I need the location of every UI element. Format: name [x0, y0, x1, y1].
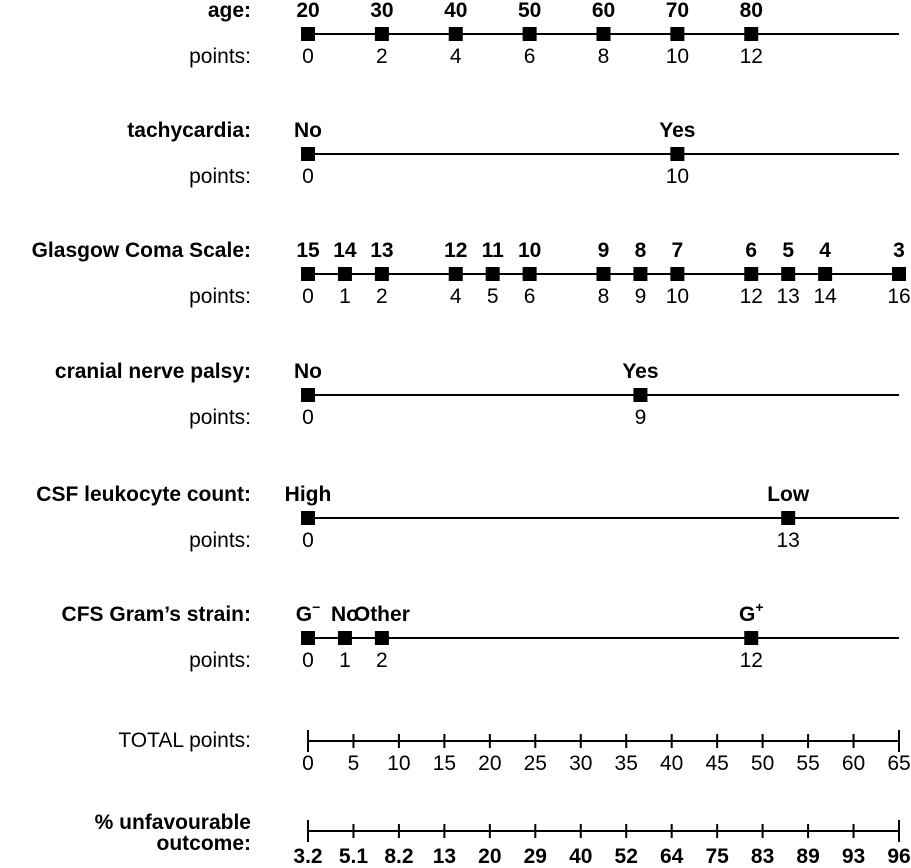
total-points-tick-label: 40	[660, 752, 684, 775]
level-points-label: 0	[302, 529, 314, 552]
level-points-label: 13	[776, 285, 800, 308]
level-points-label: 9	[634, 406, 647, 429]
level-value-label	[518, 239, 541, 262]
level-value-text: 12	[444, 239, 468, 262]
level-marker	[301, 631, 315, 645]
outcome-tick-label: 40	[569, 845, 593, 868]
level-value-text: 20	[296, 0, 320, 22]
level-value-label	[370, 239, 393, 262]
level-points-label: 9	[634, 285, 647, 308]
outcome-tick-label: 20	[478, 845, 502, 868]
level-points-label: 16	[887, 285, 911, 308]
level-value-text: 30	[370, 0, 394, 22]
points-label: points:	[189, 406, 251, 429]
level-points-label: 13	[776, 529, 800, 552]
level-marker	[781, 267, 795, 281]
level-value-label	[740, 0, 763, 22]
level-points-label: 8	[597, 45, 610, 68]
variable-label: cranial nerve palsy:	[54, 360, 251, 383]
level-points-label: 4	[449, 285, 462, 308]
level-points-label: 0	[302, 649, 314, 672]
variable-label: tachycardia:	[127, 119, 251, 142]
level-value-text: 8	[634, 239, 647, 262]
level-points-label: 10	[665, 285, 690, 308]
variable-label: CFS Gram’s strain:	[61, 603, 251, 626]
variable-label: age:	[207, 0, 251, 22]
points-label: points:	[189, 529, 251, 552]
level-value-text: 7	[671, 239, 684, 262]
level-marker	[486, 267, 500, 281]
level-marker	[892, 267, 906, 281]
level-marker	[338, 267, 352, 281]
level-points-label: 2	[376, 285, 388, 308]
level-points-label: 12	[739, 649, 763, 672]
total-points-tick-label: 30	[569, 752, 593, 775]
level-value-label	[354, 603, 410, 626]
level-value-label	[294, 360, 322, 383]
outcome-tick-label: 89	[796, 845, 820, 868]
outcome-label-line2: outcome:	[156, 832, 251, 855]
level-points-label: 14	[813, 285, 837, 308]
level-points-label: 0	[302, 165, 314, 188]
outcome-tick-label: 8.2	[384, 845, 414, 868]
level-value-text: 10	[517, 239, 542, 262]
outcome-tick-label: 3.2	[293, 845, 323, 868]
level-value-superscript: +	[755, 599, 764, 615]
level-marker	[633, 267, 647, 281]
level-marker	[670, 147, 684, 161]
total-points-tick-label: 15	[432, 752, 457, 775]
total-points-tick-label: 20	[478, 752, 502, 775]
level-value-text: 14	[333, 239, 357, 262]
level-value-text: 80	[739, 0, 763, 22]
level-value-label	[296, 0, 319, 22]
level-points-label: 2	[376, 45, 388, 68]
variable-label: CSF leukocyte count:	[36, 483, 251, 506]
points-label: points:	[189, 649, 251, 672]
level-value-text: 9	[597, 239, 610, 262]
level-value-text: 6	[745, 239, 758, 262]
level-value-label	[767, 483, 810, 506]
total-points-tick-label: 10	[387, 752, 411, 775]
total-points-tick-label: 60	[841, 752, 866, 775]
level-points-label: 4	[449, 45, 462, 68]
level-value-label	[782, 239, 794, 262]
level-points-label: 0	[302, 285, 314, 308]
level-value-label	[285, 483, 332, 506]
level-value-label	[370, 0, 393, 22]
level-points-label: 8	[597, 285, 610, 308]
level-points-label: 1	[339, 649, 351, 672]
level-points-label: 1	[339, 285, 351, 308]
level-value-text: G	[295, 603, 313, 626]
total-points-tick-label: 65	[887, 752, 911, 775]
level-points-label: 5	[486, 285, 499, 308]
level-value-text: No	[294, 360, 322, 383]
level-value-text: No	[294, 119, 322, 142]
level-value-label	[635, 239, 647, 262]
level-value-text: High	[284, 483, 332, 506]
level-value-text: Yes	[622, 360, 659, 383]
level-value-label	[659, 119, 695, 142]
outcome-tick-label: 5.1	[338, 845, 369, 868]
level-marker	[597, 27, 611, 41]
level-value-label	[482, 239, 505, 262]
level-points-label: 6	[523, 285, 536, 308]
total-points-tick-label: 25	[523, 752, 547, 775]
level-value-label	[739, 599, 764, 626]
level-marker	[338, 631, 352, 645]
level-value-text: 70	[665, 0, 690, 22]
level-marker	[597, 267, 611, 281]
level-value-text: No	[330, 603, 359, 626]
level-points-label: 12	[739, 285, 763, 308]
level-points-label: 10	[665, 165, 690, 188]
level-value-text: 60	[591, 0, 616, 22]
level-value-label	[672, 239, 684, 262]
total-points-tick-label: 50	[750, 752, 775, 775]
level-points-label: 2	[376, 649, 388, 672]
level-value-text: 13	[370, 239, 394, 262]
outcome-tick-label: 64	[660, 845, 684, 868]
level-marker	[301, 388, 315, 402]
total-points-tick-label: 35	[614, 752, 638, 775]
level-value-superscript: −	[312, 599, 321, 615]
total-points-tick-label: 5	[347, 752, 360, 775]
level-marker	[523, 267, 537, 281]
level-marker	[449, 27, 463, 41]
level-value-text: 3	[893, 239, 905, 262]
level-marker	[301, 147, 315, 161]
level-value-text: 4	[819, 239, 831, 262]
level-marker	[375, 267, 389, 281]
level-value-label	[598, 239, 610, 262]
level-value-text: Other	[353, 603, 410, 626]
level-marker	[523, 27, 537, 41]
level-marker	[670, 267, 684, 281]
level-marker	[744, 631, 758, 645]
level-value-label	[592, 0, 615, 22]
level-value-text: 40	[444, 0, 468, 22]
level-marker	[818, 267, 832, 281]
outcome-tick-label: 83	[750, 845, 775, 868]
points-label: points:	[189, 285, 251, 308]
level-value-label	[296, 239, 320, 262]
level-value-label	[745, 239, 757, 262]
outcome-tick-label: 75	[705, 845, 729, 868]
level-marker	[301, 27, 315, 41]
level-points-label: 0	[302, 45, 314, 68]
outcome-label-line1: % unfavourable	[94, 811, 251, 834]
level-marker	[670, 27, 684, 41]
outcome-tick-label: 96	[887, 845, 911, 868]
level-value-text: 15	[296, 239, 320, 262]
level-value-text: 50	[517, 0, 542, 22]
points-label: points:	[189, 45, 251, 68]
level-points-label: 0	[302, 406, 314, 429]
level-value-text: 5	[782, 239, 795, 262]
level-marker	[781, 511, 795, 525]
level-marker	[375, 631, 389, 645]
level-marker	[301, 267, 315, 281]
level-value-text: G	[738, 603, 756, 626]
level-marker	[744, 267, 758, 281]
level-value-label	[819, 239, 831, 262]
outcome-tick-label: 29	[523, 845, 547, 868]
level-value-label	[333, 239, 357, 262]
level-value-label	[444, 0, 467, 22]
total-points-tick-label: 0	[302, 752, 314, 775]
level-points-label: 12	[739, 45, 763, 68]
level-marker	[744, 27, 758, 41]
level-value-text: Low	[767, 483, 810, 506]
level-points-label: 10	[665, 45, 690, 68]
level-value-text: Yes	[659, 119, 696, 142]
level-value-label	[294, 119, 322, 142]
points-label: points:	[189, 165, 251, 188]
level-marker	[633, 388, 647, 402]
level-marker	[301, 511, 315, 525]
level-value-label	[444, 239, 467, 262]
variable-label: Glasgow Coma Scale:	[31, 239, 251, 262]
total-points-label: TOTAL points:	[118, 729, 251, 752]
level-marker	[375, 27, 389, 41]
level-value-text: 11	[481, 239, 504, 262]
level-marker	[449, 267, 463, 281]
level-value-label	[622, 360, 658, 383]
outcome-tick-label: 13	[432, 845, 457, 868]
level-value-label	[518, 0, 541, 22]
level-value-label	[893, 239, 905, 262]
level-value-label	[296, 599, 321, 626]
level-value-label	[666, 0, 689, 22]
total-points-tick-label: 55	[796, 752, 820, 775]
total-points-tick-label: 45	[705, 752, 729, 775]
outcome-tick-label: 52	[614, 845, 638, 868]
level-points-label: 6	[523, 45, 536, 68]
outcome-tick-label: 93	[841, 845, 866, 868]
